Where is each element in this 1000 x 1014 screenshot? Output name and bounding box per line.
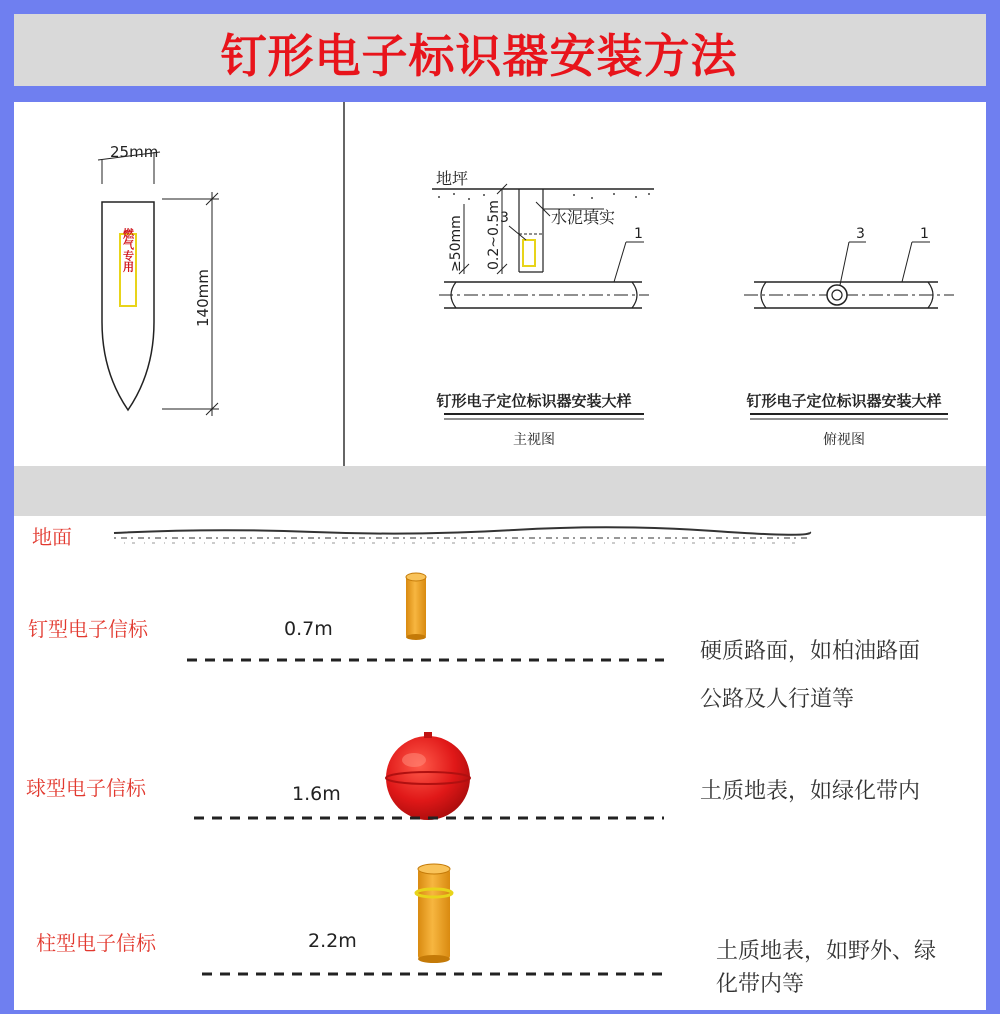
column-beacon-image (416, 864, 452, 963)
top-caption: 钉形电子定位标识器安装大样 (746, 392, 942, 410)
marker-note-line1: 土质地表，如绿化带内 (700, 779, 921, 804)
main-view-drawing (432, 169, 654, 448)
title-bar (14, 14, 986, 86)
gray-separator (14, 466, 986, 516)
top-view-drawing (744, 226, 954, 448)
ball-beacon-image (386, 732, 470, 820)
marker-depth: 0.7m (284, 618, 333, 640)
main-caption: 钉形电子定位标识器安装大样 (436, 392, 632, 410)
marker-name: 柱型电子信标 (36, 931, 156, 955)
main-callout-pipe: 1 (634, 226, 643, 242)
top-callout-marker: 3 (856, 226, 865, 242)
main-depth-min: ≥50mm (448, 215, 464, 272)
nail-beacon-image (406, 573, 426, 640)
main-subcaption: 主视图 (513, 432, 555, 448)
column-beacon-row (36, 864, 936, 997)
marker-name: 球型电子信标 (26, 776, 146, 800)
technical-drawing (14, 102, 986, 466)
main-ground-label: 地坪 (436, 169, 469, 188)
depth-chart (14, 516, 986, 1010)
main-fill-label: 水泥填实 (551, 208, 616, 227)
marker-note-line1: 硬质路面，如柏油路面 (700, 639, 921, 664)
main-callout-marker: 3 (500, 210, 509, 226)
nail-drawing (98, 143, 219, 416)
marker-name: 钉型电子信标 (28, 617, 148, 641)
technical-drawing-panel (14, 102, 986, 466)
nail-width-dim: 25mm (110, 143, 159, 161)
marker-depth: 1.6m (292, 783, 341, 805)
top-callout-pipe: 1 (920, 226, 929, 242)
ball-beacon-row (26, 732, 920, 820)
nail-inner-label: 燃气专用 (121, 228, 135, 272)
marker-depth: 2.2m (308, 930, 357, 952)
depth-chart-panel (14, 516, 986, 1010)
nail-length-dim: 140mm (194, 269, 212, 327)
ground-surface (114, 527, 810, 543)
marker-note-line2: 化带内等 (716, 972, 805, 997)
page-title: 钉形电子标识器安装方法 (220, 29, 738, 83)
nail-beacon-row (28, 573, 920, 712)
marker-note-line1: 土质地表，如野外、绿 (716, 939, 937, 964)
ground-label: 地面 (32, 525, 72, 549)
marker-note-line2: 公路及人行道等 (700, 687, 855, 712)
main-depth-range: 0.2~0.5m (486, 200, 502, 270)
top-subcaption: 俯视图 (823, 432, 865, 448)
